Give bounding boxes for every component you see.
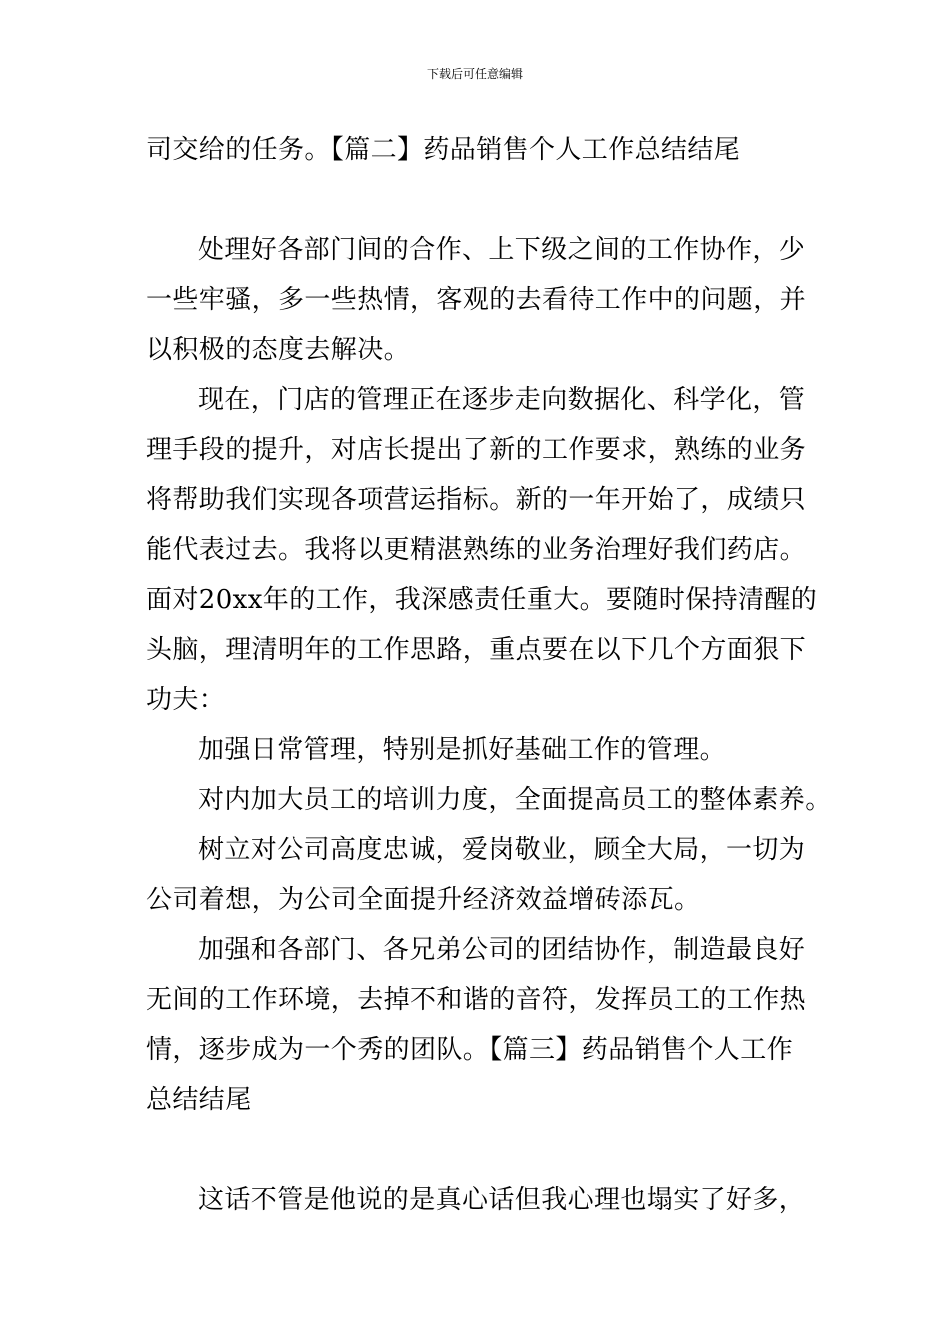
text-line: 将帮助我们实现各项营运指标。新的一年开始了，成绩只 [146, 485, 807, 515]
text-line: 功夫： [146, 685, 226, 715]
text-line: 以积极的态度去解决。 [146, 335, 411, 365]
page-header-note: 下载后可任意编辑 [426, 67, 523, 81]
text-line: 加强日常管理，特别是抓好基础工作的管理。 [198, 735, 727, 765]
paragraph-gap [146, 1125, 806, 1175]
document-body [146, 125, 832, 1225]
text-line: 头脑，理清明年的工作思路，重点要在以下几个方面狠下 [146, 635, 807, 665]
text-line: 树立对公司高度忠诚，爱岗敬业，顾全大局，一切为 [198, 835, 806, 865]
text-line: 处理好各部门间的合作、上下级之间的工作协作，少 [198, 235, 806, 265]
text-line: 对内加大员工的培训力度，全面提高员工的整体素养。 [198, 785, 832, 815]
text-line: 加强和各部门、各兄弟公司的团结协作，制造最良好 [198, 935, 806, 965]
text-line: 无间的工作环境，去掉不和谐的音符，发挥员工的工作热 [146, 985, 807, 1015]
text-line: 能代表过去。我将以更精湛熟练的业务治理好我们药店。 [146, 535, 807, 565]
text-line: 公司着想，为公司全面提升经济效益增砖添瓦。 [146, 885, 701, 915]
text-line: 一些牢骚，多一些热情，客观的去看待工作中的问题，并 [146, 285, 807, 315]
text-line: 现在，门店的管理正在逐步走向数据化、科学化，管 [198, 385, 806, 415]
text-line: 理手段的提升，对店长提出了新的工作要求，熟练的业务 [146, 435, 807, 465]
text-line: 总结结尾 [146, 1085, 252, 1115]
text-line: 情，逐步成为一个秀的团队。【篇三】药品销售个人工作 [146, 1035, 794, 1065]
paragraph-gap [146, 175, 806, 225]
text-line: 司交给的任务。【篇二】药品销售个人工作总结结尾 [146, 135, 741, 165]
text-line: 这话不管是他说的是真心话但我心理也塌实了好多， [198, 1185, 806, 1215]
text-line: 面对20xx年的工作，我深感责任重大。要随时保持清醒的 [146, 585, 818, 615]
